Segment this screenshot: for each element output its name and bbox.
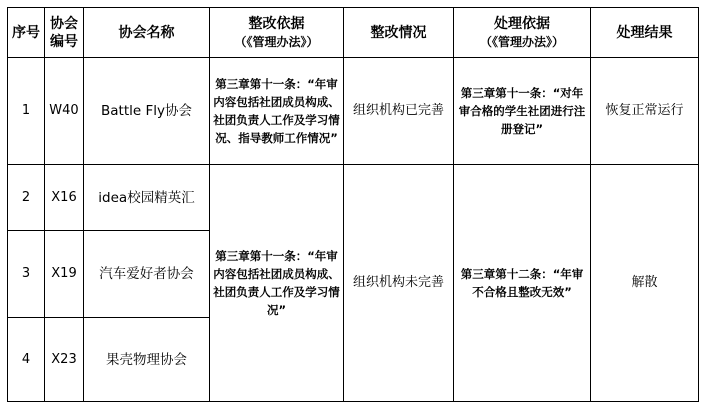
group1-status: 组织机构已完善	[344, 58, 454, 165]
group2-basis: 第三章第十一条：“年审内容包括社团成员构成、社团负责人工作及学习情况”	[210, 165, 344, 402]
table-row	[8, 58, 699, 165]
header-handle-title: 处理依据	[494, 15, 550, 32]
header-code: 协会编号	[45, 8, 84, 58]
row-seq: 1	[8, 58, 45, 165]
group2-status: 组织机构未完善	[344, 165, 454, 402]
table-row	[8, 165, 699, 231]
header-handle	[454, 8, 591, 58]
row-name: 果壳物理协会	[84, 318, 210, 402]
row-seq: 3	[8, 231, 45, 318]
row-seq: 4	[8, 318, 45, 402]
header-status: 整改情况	[344, 8, 454, 58]
row-name: 汽车爱好者协会	[84, 231, 210, 318]
group1-basis: 第三章第十一条：“年审内容包括社团成员构成、社团负责人工作及学习情况、指导教师工作情况”	[210, 58, 344, 165]
row-code: W40	[45, 58, 84, 165]
group1-result: 恢复正常运行	[591, 58, 699, 165]
header-seq: 序号	[8, 8, 45, 58]
group2-result: 解散	[591, 165, 699, 402]
row-seq: 2	[8, 165, 45, 231]
row-name: Battle Fly协会	[84, 58, 210, 165]
header-basis-sub: （《管理办法》）	[234, 34, 319, 49]
row-code: X23	[45, 318, 84, 402]
row-code: X16	[45, 165, 84, 231]
header-row	[8, 8, 699, 58]
header-result: 处理结果	[591, 8, 699, 58]
group1-handle: 第三章第十一条：“对年审合格的学生社团进行注册登记”	[454, 58, 591, 165]
association-table	[7, 7, 699, 402]
row-code: X19	[45, 231, 84, 318]
header-basis-title: 整改依据	[248, 15, 305, 32]
header-handle-sub: （《管理办法》）	[479, 34, 564, 49]
row-name: idea校园精英汇	[84, 165, 210, 231]
header-name: 协会名称	[84, 8, 210, 58]
group2-handle: 第三章第十二条：“年审不合格且整改无效”	[454, 165, 591, 402]
header-basis	[210, 8, 344, 58]
